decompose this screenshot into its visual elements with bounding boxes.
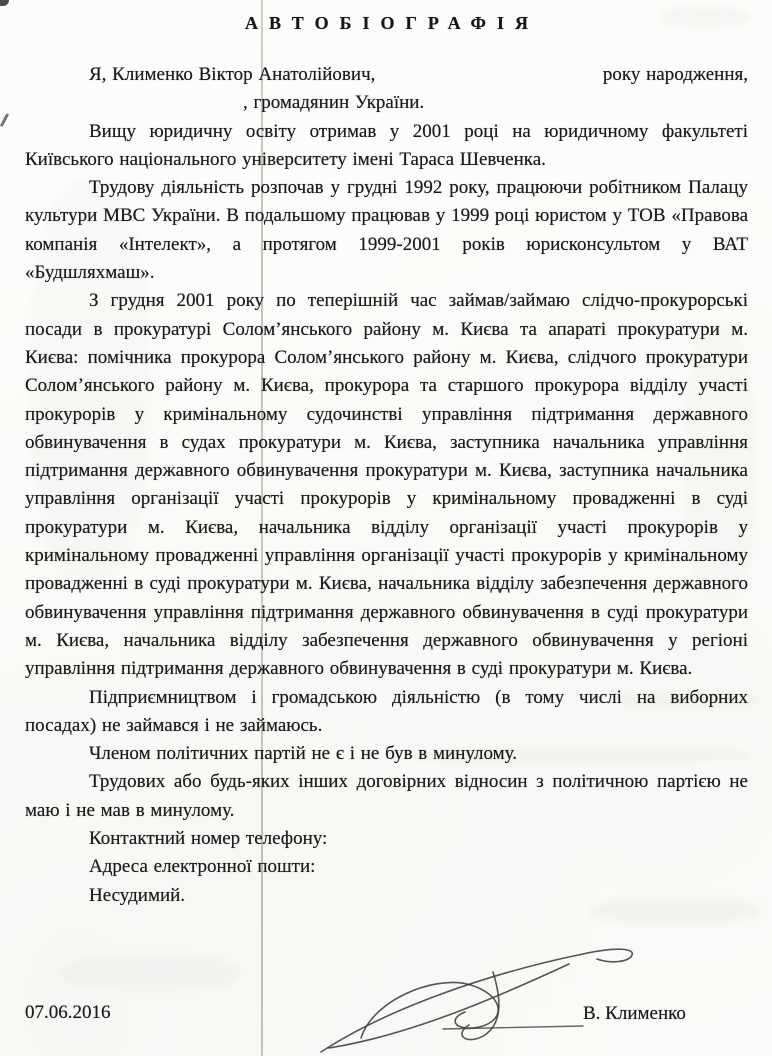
paragraph-email: Адреса електронної пошти: bbox=[89, 856, 316, 878]
document-date: 07.06.2016 bbox=[25, 1002, 111, 1023]
signature-stroke bbox=[329, 964, 569, 1048]
paragraph-early-career: Трудову діяльність розпочав у грудні 1992 року, працюючи робітником Палацу культури МВС України. В подальшому працював у 1999 році юристом у ТОВ «Правова компанія «Інтелект», а протягом 1999-2001 років юрисконсультом у ВАТ «Будшляхмаш». bbox=[25, 177, 748, 284]
signature-stroke bbox=[321, 949, 632, 1052]
scan-edge-mark bbox=[0, 113, 9, 127]
signature-stroke bbox=[361, 982, 498, 1038]
paragraph-no-conviction: Несудимий. bbox=[89, 884, 186, 906]
intro-paragraph bbox=[25, 61, 748, 118]
handwritten-signature bbox=[315, 938, 665, 1056]
paragraph-education: Вищу юридичну освіту отримав у 2001 році на юридичному факультеті Київського національного університету імені Тараса Шевченка. bbox=[25, 120, 748, 170]
signatory-name: В. Клименко bbox=[583, 1003, 686, 1024]
signature-stroke bbox=[462, 972, 499, 1040]
paragraph-no-business: Підприємництвом і громадською діяльністю (в тому числі на виборних посадах) не займався і не займаюсь. bbox=[25, 686, 748, 736]
paragraph-prosecutor-career: З грудня 2001 року по теперішній час займав/займаю слідчо-прокурорські посади в прокуратурі Солом’янського району м. Києва та апараті прокуратури м. Києва: помічника прокурора Солом’янського району м. Києва, слідчого прокуратури Солом’янського району м. Києва, прокурора та старшого прокурора відділу участі прокурорів у кримінальному судочинстві управління підтримання державного обвинувачення в судах прокуратури м. Києва, заступника начальника управління підтримання державного обвинувачення прокуратури м. Києва, заступника начальника управління організації участі прокурорів у кримінальному провадженні в суді прокуратури м. Києва, начальника відділу організації участі прокурорів у кримінальному провадженні управління організації участі прокурорів у кримінальному провадженні в суді прокуратури м. Києва, начальника відділу забезпечення державного обвинувачення управління підтримання державного обвинувачення в суді прокуратури м. Києва, начальника відділу забезпечення державного обвинувачення у регіоні управління підтримання державного обвинувачення в суді прокуратури м. Києва. bbox=[25, 290, 748, 680]
scan-artifact bbox=[60, 955, 240, 991]
paragraph-no-party: Членом політичних партій не є і не був в минулому. bbox=[89, 743, 518, 765]
document-body bbox=[25, 61, 748, 910]
scan-corner-artifact bbox=[0, 0, 9, 6]
intro-line-2 bbox=[25, 89, 748, 117]
birth-year-text: року народження, bbox=[602, 64, 748, 85]
document-content bbox=[25, 12, 748, 910]
document-title: АВТОБІОГРАФІЯ bbox=[245, 13, 539, 33]
person-name-text: Я, Клименко Віктор Анатолійович, bbox=[89, 64, 376, 85]
paragraph-no-party-relations: Трудових або будь-яких інших договірних відносин з політичною партією не маю і не мав в минулому. bbox=[25, 771, 748, 821]
citizenship-text: , громадянин України. bbox=[243, 92, 425, 114]
paragraph-phone: Контактний номер телефону: bbox=[89, 828, 328, 850]
intro-line-1 bbox=[25, 61, 748, 89]
